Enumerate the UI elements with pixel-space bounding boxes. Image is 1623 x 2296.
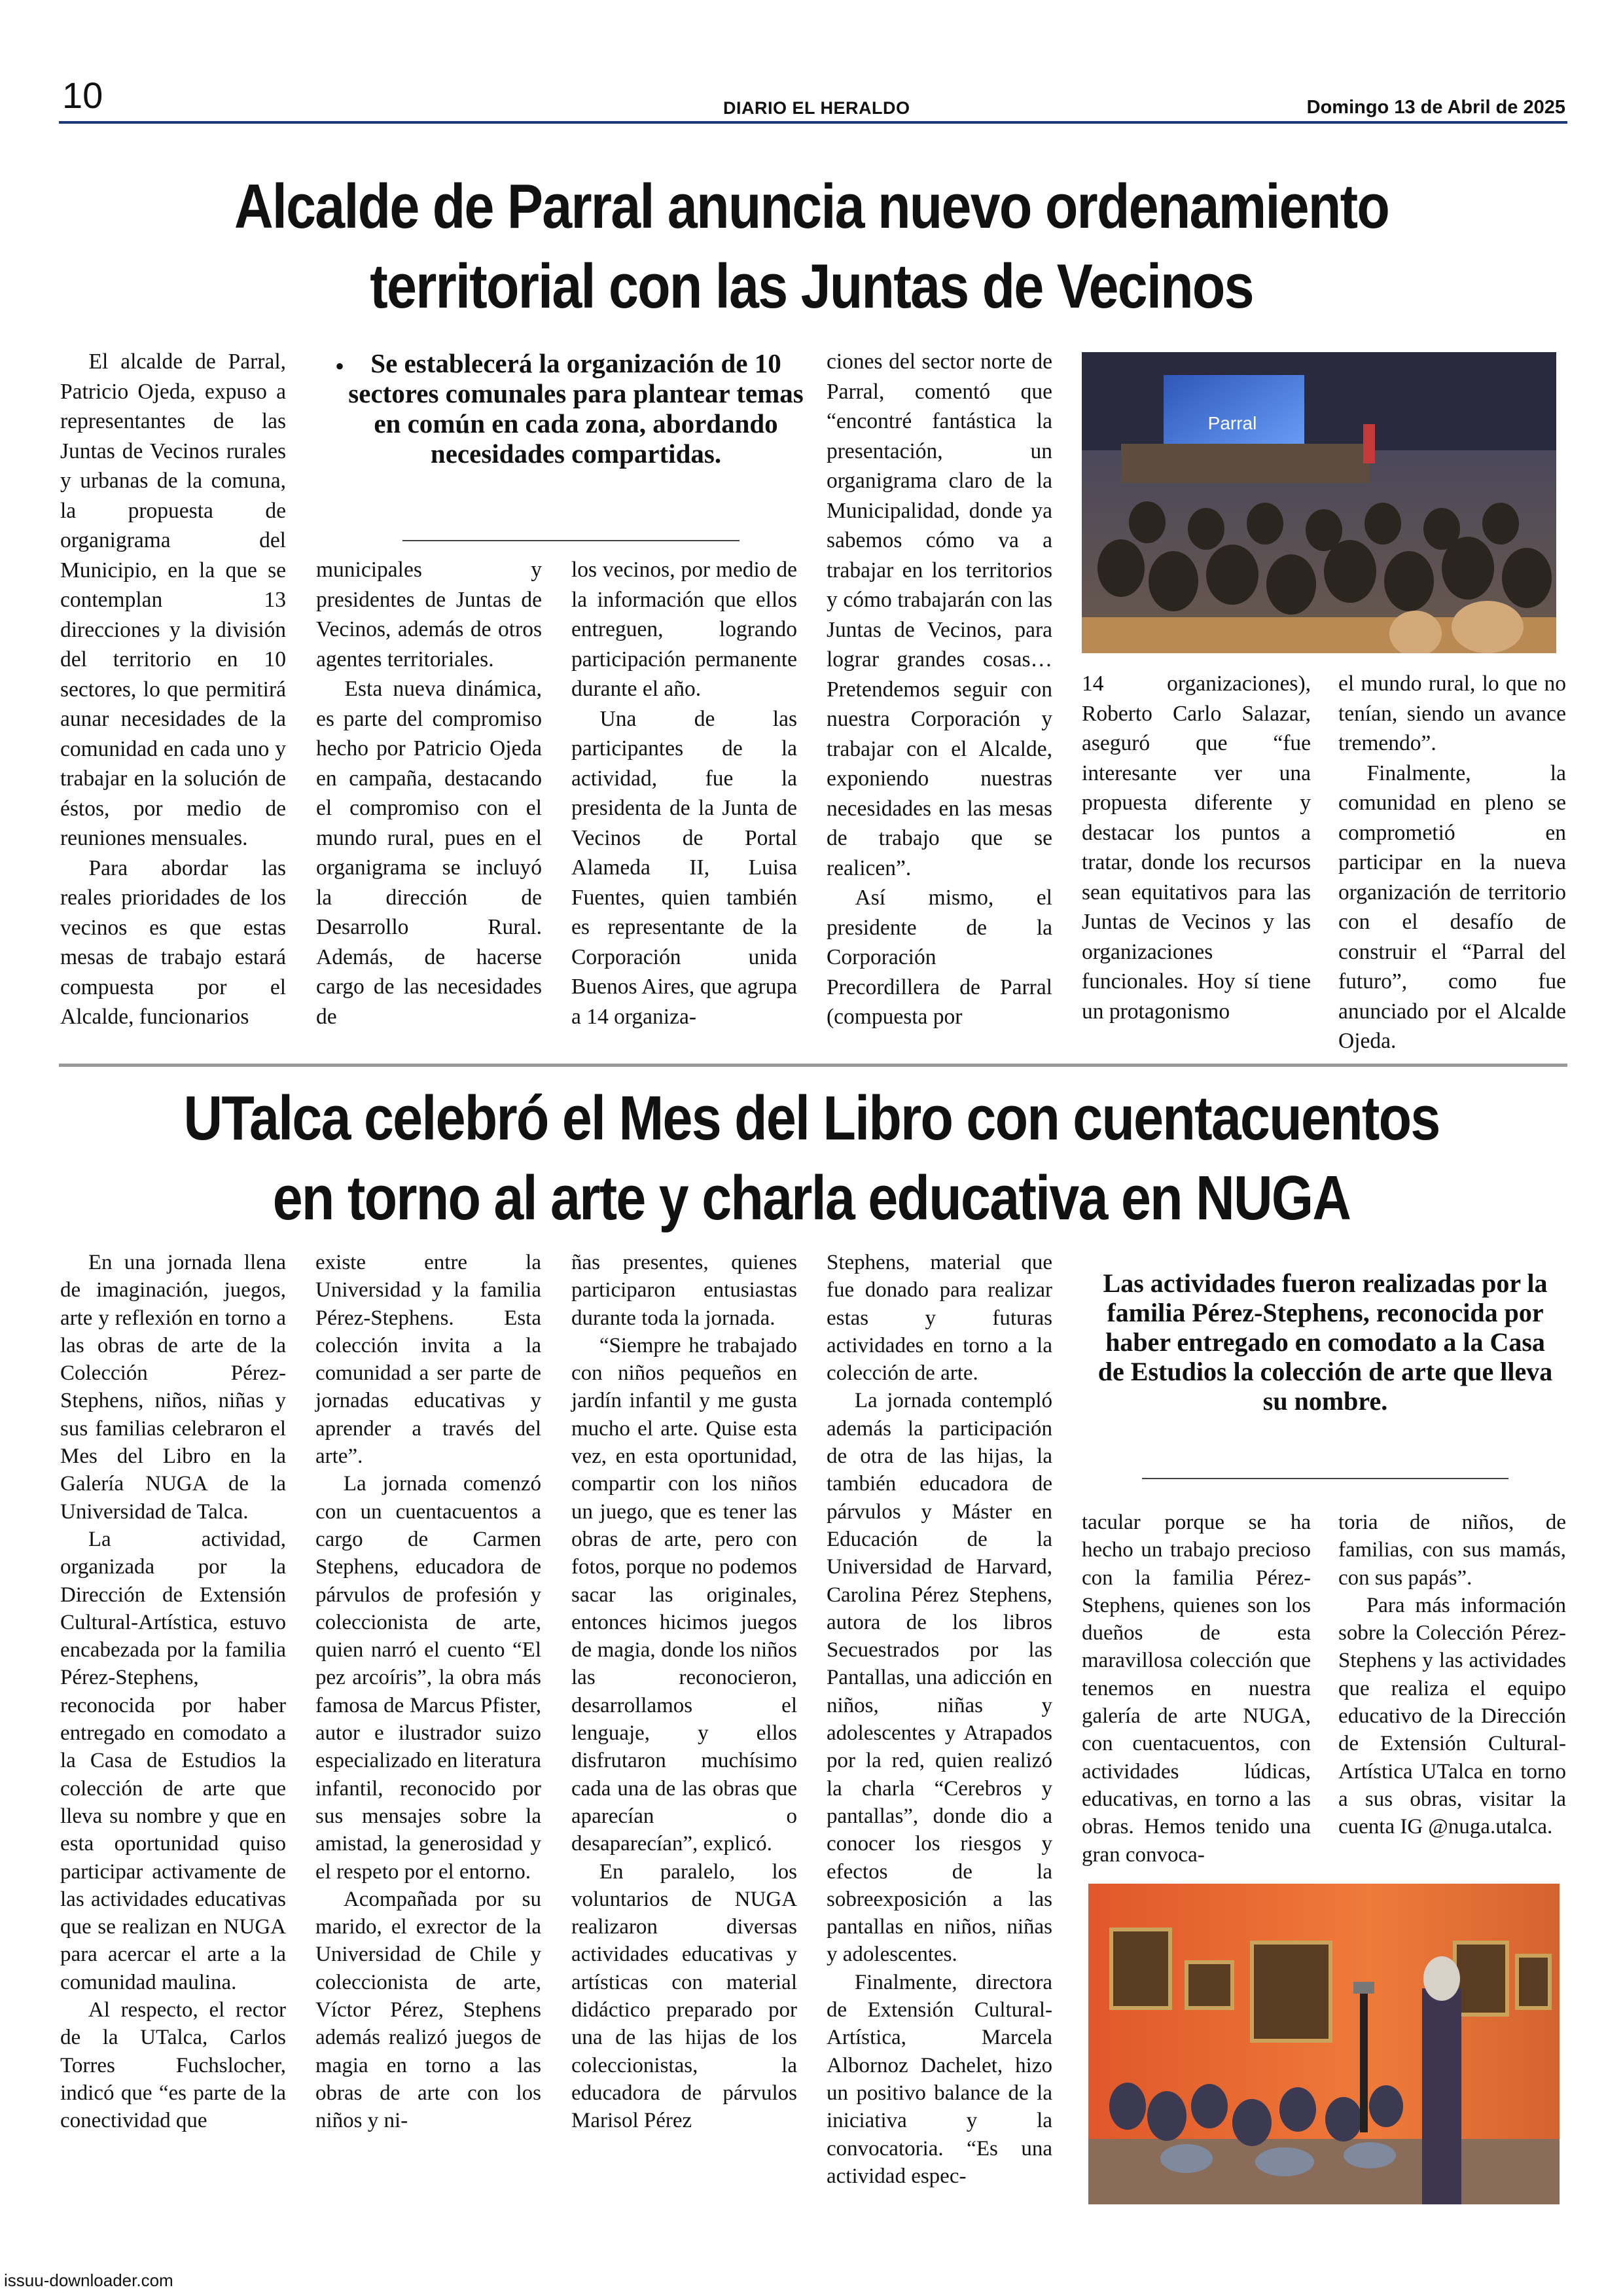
- lead-text: Se establecerá la organización de 10 sectores comunales para plantear temas en común en cada zona, abordando necesidades compartidas.: [348, 348, 804, 469]
- paragraph: La jornada comenzó con un cuentacuentos a cargo de Carmen Stephens, educadora de párvulos de profesión y coleccionista de arte, quien narró el cuento “El pez arcoíris”, la obra más famosa de Marcus Pfister, autor e ilustrador suizo especializado en literatura infantil, reconocido por sus mensajes sobre la amistad, la generosidad y el respeto por el entorno.: [315, 1472, 541, 1884]
- paragraph: toria de niños, de familias, con sus mamás, con sus papás”.: [1338, 1511, 1566, 1590]
- watermark: issuu-downloader.com: [4, 2270, 173, 2290]
- article1-headline-line2: territorial con las Juntas de Vecinos: [370, 251, 1253, 321]
- article2-column-1: [60, 1249, 286, 2135]
- paragraph: Finalmente, la comunidad en pleno se comprometió en participar en la nueva organización de territorio con el desafío de construir el “Parral del futuro”, como fue anunciado por el Alcalde Ojeda.: [1338, 761, 1566, 1053]
- paragraph: Una de las participantes de la actividad, fue la presidenta de la Junta de Vecinos de Portal Alameda II, Luisa Fuentes, quien también es representante de la Corporación unida Buenos Aires, que agrupa a 14 organiza-: [571, 706, 797, 1029]
- article1-headline-line1: Alcalde de Parral anuncia nuevo ordenamiento: [234, 171, 1389, 242]
- paragraph: existe entre la Universidad y la familia Pérez-Stephens. Esta colección invita a la comunidad a ser parte de jornadas educativas y aprender a través del arte”.: [315, 1251, 541, 1469]
- article1-column-6: [1338, 669, 1566, 1056]
- paragraph: La jornada contempló además la participación de otra de las hijas, la también educadora de párvulos y Máster en Educación de la Universidad de Harvard, Carolina Pérez Stephens, autora de los libros Secuestrados por las Pantallas, una adicción en niños, niñas y adolescentes y Atrapados por la red, quien realizó la charla “Cerebros y pantallas”, donde dio a conocer los riesgos y efectos de la sobreexposición a las pantallas en niños, niñas y adolescentes.: [827, 1389, 1052, 1967]
- article2-column-3: [571, 1249, 797, 2135]
- paragraph: municipales y presidentes de Juntas de Vecinos, además de otros agentes territoriales.: [316, 558, 542, 672]
- paragraph: los vecinos, por medio de la información que ellos entreguen, logrando participación permanente durante el año.: [571, 558, 797, 701]
- paragraph: Para más información sobre la Colección Pérez-Stephens y las actividades que realiza el equipo educativo de la Dirección de Extensión Cultural-Artística UTalca en torno a sus obras, visitar la cuenta IG @nuga.utalca.: [1338, 1593, 1566, 1839]
- section-divider: [59, 1064, 1567, 1067]
- article1-lead: [344, 348, 808, 469]
- bullet-icon: •: [335, 351, 345, 381]
- paragraph: Al respecto, el rector de la UTalca, Carlos Torres Fuchslocher, indicó que “es parte de la conectividad que: [60, 1998, 286, 2133]
- lead-underline: [1142, 1478, 1508, 1479]
- article2-column-2: [315, 1249, 541, 2135]
- lead-text: Las actividades fueron realizadas por la familia Pérez-Stephens, reconocida por haber entregado en comodato a la Casa de Estudios la colección de arte que lleva su nombre.: [1097, 1268, 1553, 1416]
- article2-column-4: [827, 1249, 1052, 2190]
- article1-column-3: [571, 555, 797, 1031]
- paragraph: tacular porque se ha hecho un trabajo precioso con la familia Pérez-Stephens, quienes son los dueños de esta maravillosa colección que tenemos en nuestra galería de arte NUGA, con cuentacuentos, con actividades lúdicas, educativas, en torno a las obras. Hemos tenido una gran convoca-: [1082, 1511, 1311, 1867]
- paragraph: “Siempre he trabajado con niños pequeños en jardín infantil y me gusta mucho el arte. Quise esta vez, en esta oportunidad, compartir con los niños un juego, que es tener las obras de arte, pero con fotos, porque no podemos sacar las originales, entonces hicimos juegos de magia, donde los niños las reconocieron, desarrollamos el lenguaje, y ellos disfrutaron muchísimo cada una de las obras que aparecían o desaparecían”, explicó.: [571, 1333, 797, 1856]
- lead-underline: [402, 540, 740, 541]
- article2-lead: [1090, 1268, 1561, 1416]
- auditorium-photo-svg: [1082, 352, 1556, 653]
- issue-date: Domingo 13 de Abril de 2025: [1306, 97, 1565, 118]
- paragraph: En una jornada llena de imaginación, juegos, arte y reflexión en torno a las obras de arte de la Colección Pérez-Stephens, niños, niñas y sus familias celebraron el Mes del Libro en la Galería NUGA de la Universidad de Talca.: [60, 1251, 286, 1524]
- gallery-photo-svg: [1088, 1884, 1560, 2204]
- article1-column-5: [1082, 669, 1311, 1026]
- newspaper-name: DIARIO EL HERALDO: [723, 98, 910, 118]
- paragraph: Stephens, material que fue donado para realizar estas y futuras actividades en torno a la colección de arte.: [827, 1251, 1052, 1386]
- article2-headline-line2: en torno al arte y charla educativa en NUGA: [272, 1163, 1351, 1233]
- paragraph: ñas presentes, quienes participaron entusiastas durante toda la jornada.: [571, 1251, 797, 1330]
- paragraph: Finalmente, directora de Extensión Cultural-Artística, Marcela Albornoz Dachelet, hizo un positivo balance de la iniciativa y la convocatoria. “Es una actividad espec-: [827, 1970, 1052, 2188]
- paragraph: Para abordar las reales prioridades de los vecinos es que estas mesas de trabajo estará compuesta por el Alcalde, funcionarios: [60, 855, 286, 1029]
- article1-column-2: [316, 555, 542, 1031]
- article2-column-6: [1338, 1509, 1566, 1841]
- header-rule: [59, 121, 1567, 124]
- paragraph: Así mismo, el presidente de la Corporación Precordillera de Parral (compuesta por: [827, 886, 1052, 1029]
- article1-photo: [1082, 352, 1556, 653]
- paragraph: el mundo rural, lo que no tenían, siendo un avance tremendo”.: [1338, 672, 1566, 755]
- article1-column-4: [827, 347, 1052, 1032]
- paragraph: Esta nueva dinámica, es parte del compromiso hecho por Patricio Ojeda en campaña, destacando el compromiso con el mundo rural, pues en el organigrama se incluyó la dirección de Desarrollo Rural. Además, de hacerse cargo de las necesidades de: [316, 677, 542, 1029]
- article2-headline-line1: UTalca celebró el Mes del Libro con cuentacuentos: [183, 1083, 1440, 1153]
- screen-text: Parral: [1207, 413, 1257, 433]
- article2-headline: [164, 1079, 1459, 1238]
- paragraph: La actividad, organizada por la Dirección de Extensión Cultural-Artística, estuvo encabezada por la familia Pérez-Stephens, reconocida por haber entregado en comodato a la Casa de Estudios la colección de arte que lleva su nombre y que en esta oportunidad quiso participar activamente de las actividades educativas que se realizan en NUGA para acercar el arte a la comunidad maulina.: [60, 1527, 286, 1994]
- paragraph: En paralelo, los voluntarios de NUGA realizaron diversas actividades educativas y artísticas con material didáctico preparado por una de las hijas de los coleccionistas, la educadora de párvulos Marisol Pérez: [571, 1859, 797, 2133]
- paragraph: Acompañada por su marido, el exrector de la Universidad de Chile y coleccionista de arte, Víctor Pérez, Stephens además realizó juegos de magia en torno a las obras de arte con los niños y ni-: [315, 1887, 541, 2133]
- paragraph: ciones del sector norte de Parral, comentó que “encontré fantástica la presentación, un organigrama claro de la Municipalidad, donde ya sabemos cómo va a trabajar en los territorios y cómo trabajarán con las Juntas de Vecinos, para lograr grandes cosas… Pretendemos seguir con nuestra Corporación y trabajar con el Alcalde, exponiendo nuestras necesidades en las mesas de trabajo que se realicen”.: [827, 350, 1052, 880]
- paragraph: 14 organizaciones), Roberto Carlo Salazar, aseguró que “fue interesante ver una propuesta diferente y destacar los puntos a tratar, donde los recursos sean equitativos para las Juntas de Vecinos y las organizaciones funcionales. Hoy sí tiene un protagonismo: [1082, 672, 1311, 1024]
- article1-headline: [164, 167, 1459, 327]
- article2-photo: [1088, 1884, 1560, 2204]
- paragraph: El alcalde de Parral, Patricio Ojeda, expuso a representantes de las Juntas de Vecinos rurales y urbanas de la comuna, la propuesta de organigrama del Municipio, en la que se contemplan 13 direcciones y la división del territorio en 10 sectores, lo que permitirá aunar necesidades de la comunidad en cada uno y trabajar en la solución de éstos, por medio de reuniones mensuales.: [60, 350, 286, 850]
- article2-column-5: [1082, 1509, 1311, 1869]
- page-number: 10: [62, 75, 103, 116]
- article1-column-1: [60, 347, 286, 1032]
